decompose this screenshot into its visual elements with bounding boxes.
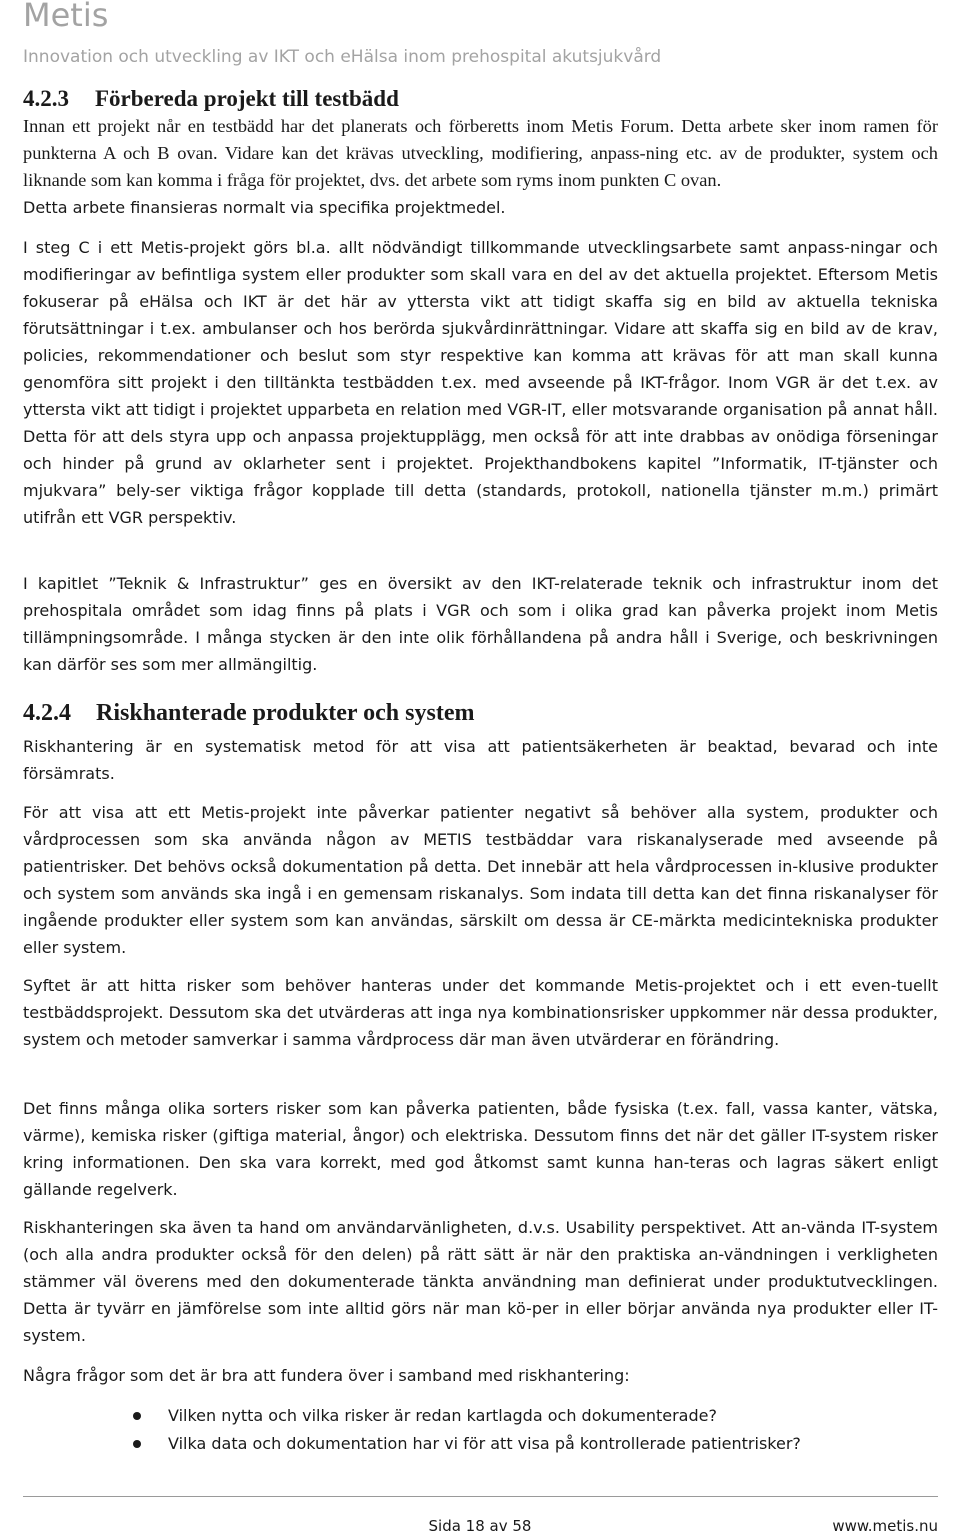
bullet-icon — [133, 1440, 141, 1448]
section-title: Förbereda projekt till testbädd — [95, 86, 399, 111]
bullet-icon — [133, 1412, 141, 1420]
section-number: 4.2.4 — [23, 700, 71, 726]
section-title: Riskhanterade produkter och system — [96, 700, 475, 726]
paragraph: Några frågor som det är bra att fundera över i samband med riskhantering: — [23, 1366, 630, 1385]
header-brand: Metis — [23, 0, 109, 34]
page-number: Sida 18 av 58 — [428, 1517, 532, 1535]
paragraph: Riskhantering är en systematisk metod för att visa att patientsäkerheten är beaktad, bevarad och inte försämrats. — [23, 737, 938, 783]
paragraph: Detta arbete finansieras normalt via specifika projektmedel. — [23, 198, 506, 217]
list-item — [23, 1430, 938, 1458]
paragraph: För att visa att ett Metis-projekt inte påverkar patienter negativt så behöver alla system, produkter och vårdprocessen som ska använda någon av METIS testbäddar vara riskanalyserade med avseende på patientrisker. Det behövs också dokumentation på detta. Det innebär att hela vårdprocessen in-klusive produkter och system som används ska ingå i en gemensam riskanalys. Som indata till detta kan det finna riskanalyser för ingående produkter eller system som kan användas, särskilt om dessa är CE-märkta medicintekniska produkter eller system. — [23, 803, 938, 957]
list-item-text: Vilka data och dokumentation har vi för att visa på kontrollerade patientrisker? — [168, 1434, 801, 1453]
paragraph: I kapitlet ”Teknik & Infrastruktur” ges en översikt av den IKT-relaterade teknik och infrastruktur inom det prehospitala området som idag finns på plats i VGR och som i olika grad kan påverka projekt inom Metis tillämpningsområde. I många stycken är den inte olik förhållandena på andra håll i Sverige, och beskrivningen kan därför ses som mer allmängiltig. — [23, 574, 938, 674]
paragraph: I steg C i ett Metis-projekt görs bl.a. allt nödvändigt tillkommande utvecklingsarbete samt anpass-ningar och modifieringar av befintliga system eller produkter som skall vara en del av det aktuella projektet. Eftersom Metis fokuserar på eHälsa och IKT är det här av yttersta vikt att tidigt skaffa sig en bild av aktuella tekniska förutsättningar i t.ex. ambulanser och hos berörda sjukvårdinrättningar. Vidare att skaffa sig en bild av de krav, policies, rekommendationer och beslut som styr respektive kan komma att krävas för att man skall kunna genomföra sitt projekt i den tilltänkta testbädden t.ex. med avseende på IKT-frågor. Inom VGR är det t.ex. av yttersta vikt att tidigt i projektet upparbeta en relation med VGR-IT, eller motsvarande organisation på annat håll. Detta för att dels styra upp och anpassa projektupplägg, men också för att inte drabbas av onödiga förseningar och hinder på grund av oklarheter sent i projektet. Projekthandbokens kapitel ”Informatik, IT-tjänster och mjukvara” bely-ser viktiga frågor kopplade till detta (standards, protokoll, nationella tjänster m.m.) primärt utifrån ett VGR perspektiv. — [23, 238, 938, 527]
header-subtitle: Innovation och utveckling av IKT och eHälsa inom prehospital akutsjukvård — [23, 47, 662, 67]
paragraph: Riskhanteringen ska även ta hand om användarvänligheten, d.v.s. Usability perspektivet. Att an-vända IT-system (och alla andra produkter också för den delen) på rätt sätt är när den praktiska an-vändningen i verkligheten stämmer väl överens med den dokumenterade tänkta användning man definierat under produktutvecklingen. Detta är tyvärr en jämförelse som inte alltid görs när man kö-per in eller börjar använda nya produkter eller IT-system. — [23, 1218, 938, 1345]
section-body-4-2-3 — [23, 113, 938, 221]
paragraph: Det finns många olika sorters risker som kan påverka patienten, både fysiska (t.ex. fall, vassa kanter, vätska, värme), kemiska risker (giftiga material, ångor) och elektriska. Dessutom finns det när det gäller IT-system risker kring informationen. Den ska vara korrekt, med god åtkomst samt kunna han-teras och lagras säkert enligt gällande regelverk. — [23, 1099, 938, 1199]
list-item — [23, 1402, 938, 1430]
bullet-list — [23, 1402, 938, 1458]
footer-website: www.metis.nu — [832, 1517, 938, 1535]
section-number: 4.2.3 — [23, 86, 69, 111]
paragraph: Syftet är att hitta risker som behöver hanteras under det kommande Metis-projektet och i ett even-tuellt testbäddsprojekt. Dessutom ska det utvärderas att inga nya kombinationsrisker uppkommer när dessa produkter, system och metoder samverkar i samma vårdprocess där man även utvärderar en förändring. — [23, 976, 938, 1049]
section-heading-4-2-4 — [23, 700, 474, 727]
list-item-text: Vilken nytta och vilka risker är redan kartlagda och dokumenterade? — [168, 1406, 717, 1425]
footer-divider — [23, 1496, 938, 1497]
paragraph: Innan ett projekt når en testbädd har det planerats och förberetts inom Metis Forum. Detta arbete sker inom ramen för punkterna A och B ovan. Vidare kan det krävas utveckling, modifiering, anpass-ning etc. av de produkter, system och liknande som kan komma i fråga för projektet, dvs. det arbete som ryms inom punkten C ovan. — [23, 116, 938, 190]
section-heading-4-2-3 — [23, 86, 399, 112]
